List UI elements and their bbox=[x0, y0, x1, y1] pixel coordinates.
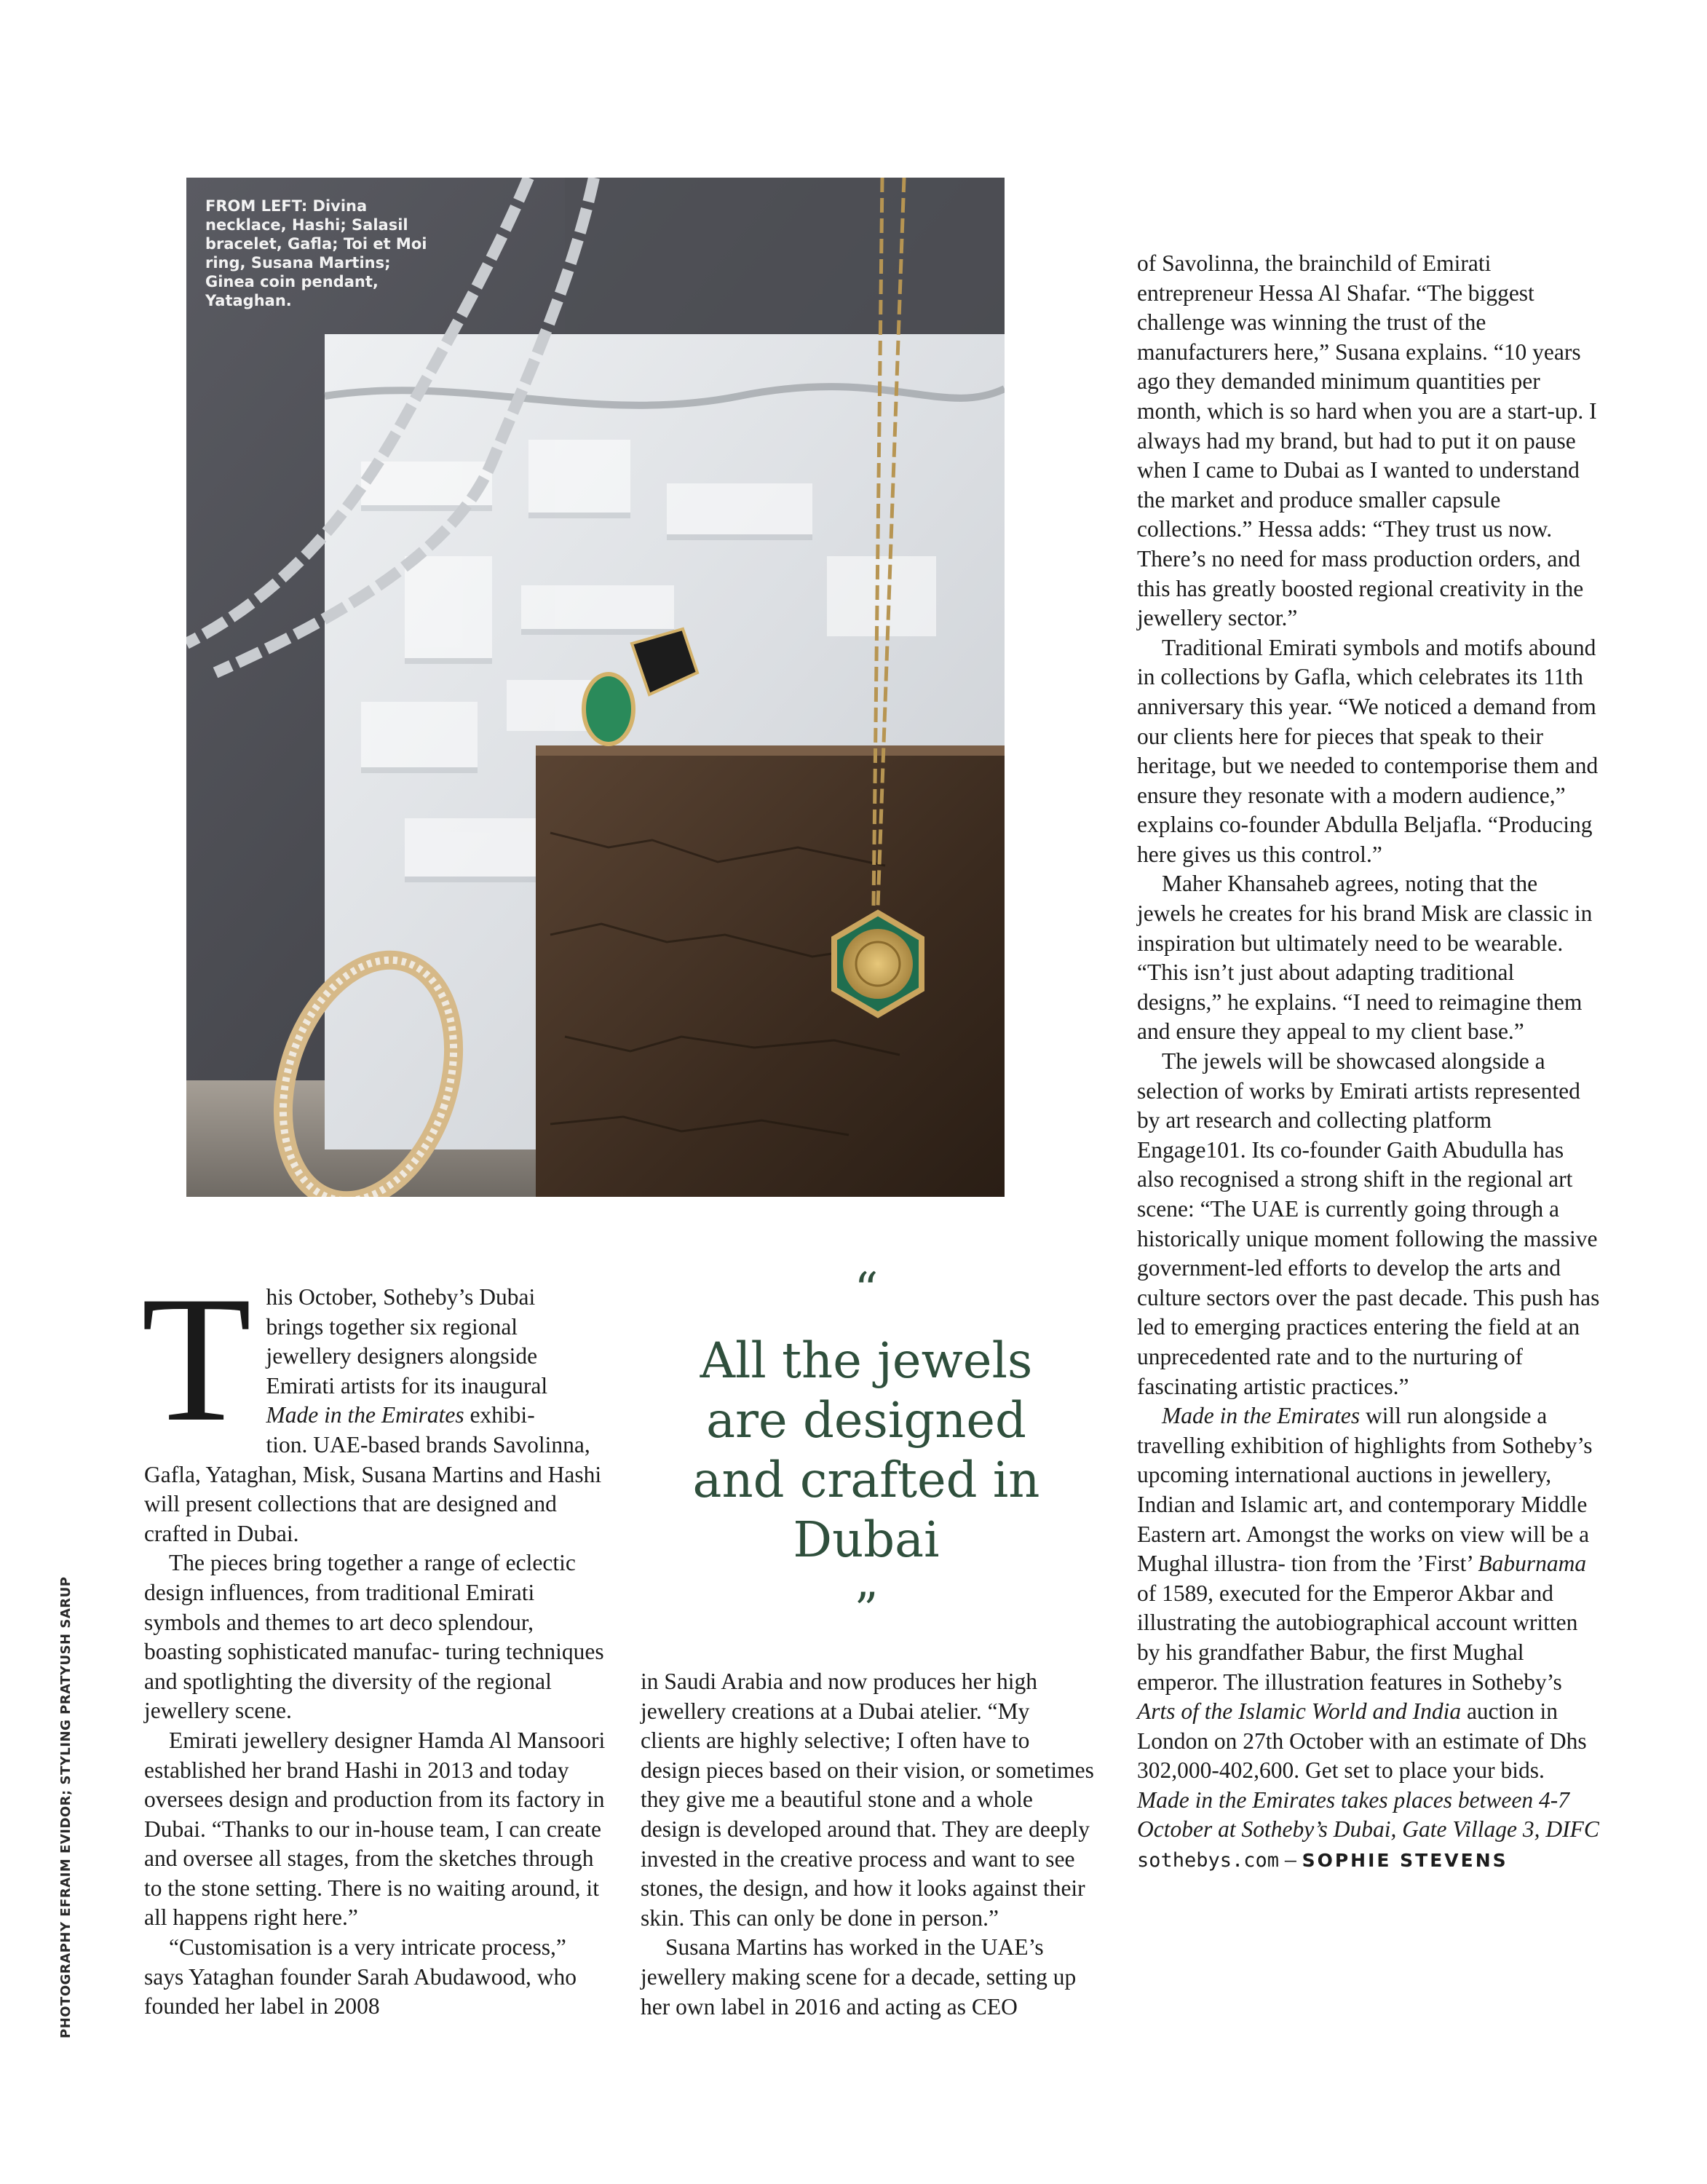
intro-line: exhibi- bbox=[464, 1402, 535, 1428]
article-paragraph bbox=[1137, 1401, 1600, 1845]
website-link[interactable]: sothebys.com bbox=[1137, 1849, 1280, 1872]
article-paragraph: The jewels will be showcased alongside a selection of works by Emirati artists represented by art research and collecting platform Engage101. Its co-founder Gaith Abudulla has also recognised a strong shift in the regional art scene: “The UAE is currently going through a historically unique moment following the massive government-led efforts to develop the arts and culture sectors over the past decade. This push has led to emerging practices entering the field at an unprecedented rate and to the nurturing of fascinating artistic practices.” bbox=[1137, 1048, 1600, 1399]
article-paragraph: Maher Khansaheb agrees, noting that the jewels he creates for his brand Misk are classic in inspiration but ultimately need to be wearable. “This isn’t just about adapting traditional designs,” he explains. “I need to reimagine them and ensure they appeal to my client base.” bbox=[1137, 871, 1593, 1045]
article-paragraph: Emirati jewellery designer Hamda Al Mansoori established her brand Hashi in 2013 and today oversees design and production from its factory in Dubai. “Thanks to our in-house team, I can create and oversee all stages, from the sketches through to the stone setting. There is no waiting around, it all happens right here.” bbox=[144, 1727, 606, 1931]
intro-line: jewellery designers alongside bbox=[266, 1343, 538, 1369]
event-details: Made in the Emirates takes places between 4-7 October at Sotheby’s Dubai, Gate Village 3, DIFC bbox=[1137, 1787, 1599, 1843]
photo-caption: FROM LEFT: Divina necklace, Hashi; Salasil bracelet, Gafla; Toi et Moi ring, Susana Martins; Ginea coin pendant, Yataghan. bbox=[205, 197, 427, 309]
article-paragraph: “Customisation is a very intricate process,” says Yataghan founder Sarah Abudawood, who founded her label in 2008 bbox=[144, 1934, 577, 2019]
paragraph-text: will run alongside a travelling exhibition of highlights from Sotheby’s upcoming international auctions in jewellery, Indian and Islamic art, and contemporary Middle Eastern art. Amongst the works on view will be a Mughal illustra- tion from the ’First’ bbox=[1137, 1403, 1593, 1577]
article-column-1 bbox=[141, 1259, 610, 2022]
paragraph-text: auction in London on 27th October with an estimate of Dhs 302,000-402,600. Get set to place your bids. bbox=[1137, 1698, 1587, 1784]
author-name: SOPHIE STEVENS bbox=[1302, 1850, 1508, 1872]
article-paragraph: The pieces bring together a range of eclectic design influences, from traditional Emirati symbols and themes to art deco splendour, boasting sophisticated manufac- turing techniques and spotlighting the diversity of the regional jewellery scene. bbox=[144, 1550, 604, 1724]
book-title: Baburnama bbox=[1478, 1551, 1587, 1577]
intro-line: his October, Sotheby’s Dubai bbox=[266, 1284, 536, 1310]
article-paragraph: Traditional Emirati symbols and motifs abound in collections by Gafla, which celebrates its 11th anniversary this year. “We noticed a demand from our clients here for pieces that speak to their heritage, but we needed to contemporise them and ensure they resonate with a modern audience,” explains co-founder Abdulla Beljafla. “Producing here gives us this control.” bbox=[1137, 634, 1599, 867]
exhibition-title: Made in the Emirates bbox=[1162, 1403, 1361, 1429]
exhibition-title: Made in the Emirates bbox=[266, 1402, 464, 1428]
jewellery-photo bbox=[186, 178, 1005, 1197]
article-intro-paragraph bbox=[141, 1259, 610, 1548]
auction-title: Arts of the Islamic World and India bbox=[1137, 1698, 1462, 1725]
pull-quote bbox=[670, 1263, 1063, 1637]
quote-close-mark: ” bbox=[854, 1583, 879, 1637]
author-credit bbox=[1137, 1845, 1600, 1876]
intro-line: Emirati artists for its inaugural bbox=[266, 1372, 548, 1398]
quote-text: All the jewels are designed and crafted in Dubai bbox=[692, 1332, 1040, 1568]
quote-open-mark: “ bbox=[854, 1263, 879, 1317]
article-column-2 bbox=[641, 1667, 1095, 2022]
article-column-3 bbox=[1137, 249, 1600, 1876]
drop-cap: T bbox=[141, 1259, 252, 1459]
article-paragraph: in Saudi Arabia and now produces her high jewellery creations at a Dubai atelier. “My clients are highly selective; I often have to design pieces based on their vision, or sometimes they give me a beautiful stone and a whole design is developed around that. They are deeply invested in the creative process and want to see stones, the design, and how it looks against their skin. This can only be done in person.” bbox=[641, 1669, 1094, 1931]
intro-tail: tion. UAE-based brands Savolinna, Gafla, Yataghan, Misk, Susana Martins and Hashi will present collections that are designed and crafted in Dubai. bbox=[144, 1431, 602, 1546]
jewellery-still-life bbox=[186, 178, 1005, 1197]
photo-credit: PHOTOGRAPHY EFRAIM EVIDOR; STYLING PRATYUSH SARUP bbox=[58, 1576, 74, 2038]
paragraph-text: of 1589, executed for the Emperor Akbar and illustrating the autobiographical account written by his grandfather Babur, the first Mughal emperor. The illustration features in Sotheby’s bbox=[1137, 1580, 1578, 1695]
article-paragraph: Susana Martins has worked in the UAE’s jewellery making scene for a decade, setting up her own label in 2016 and acting as CEO bbox=[641, 1934, 1077, 2019]
article-paragraph: of Savolinna, the brainchild of Emirati entrepreneur Hessa Al Shafar. “The biggest challenge was winning the trust of the manufacturers here,” Susana explains. “10 years ago they demanded minimum quantities per month, which is so hard when you are a start-up. I always had my brand, but had to put it on pause when I came to Dubai as I wanted to understand the market and produce smaller capsule collections.” Hessa adds: “They trust us now. There’s no need for mass production orders, and this has greatly boosted regional creativity in the jewellery sector.” bbox=[1137, 250, 1597, 631]
intro-line: brings together six regional bbox=[266, 1313, 518, 1340]
credit-dash: – bbox=[1279, 1846, 1302, 1872]
